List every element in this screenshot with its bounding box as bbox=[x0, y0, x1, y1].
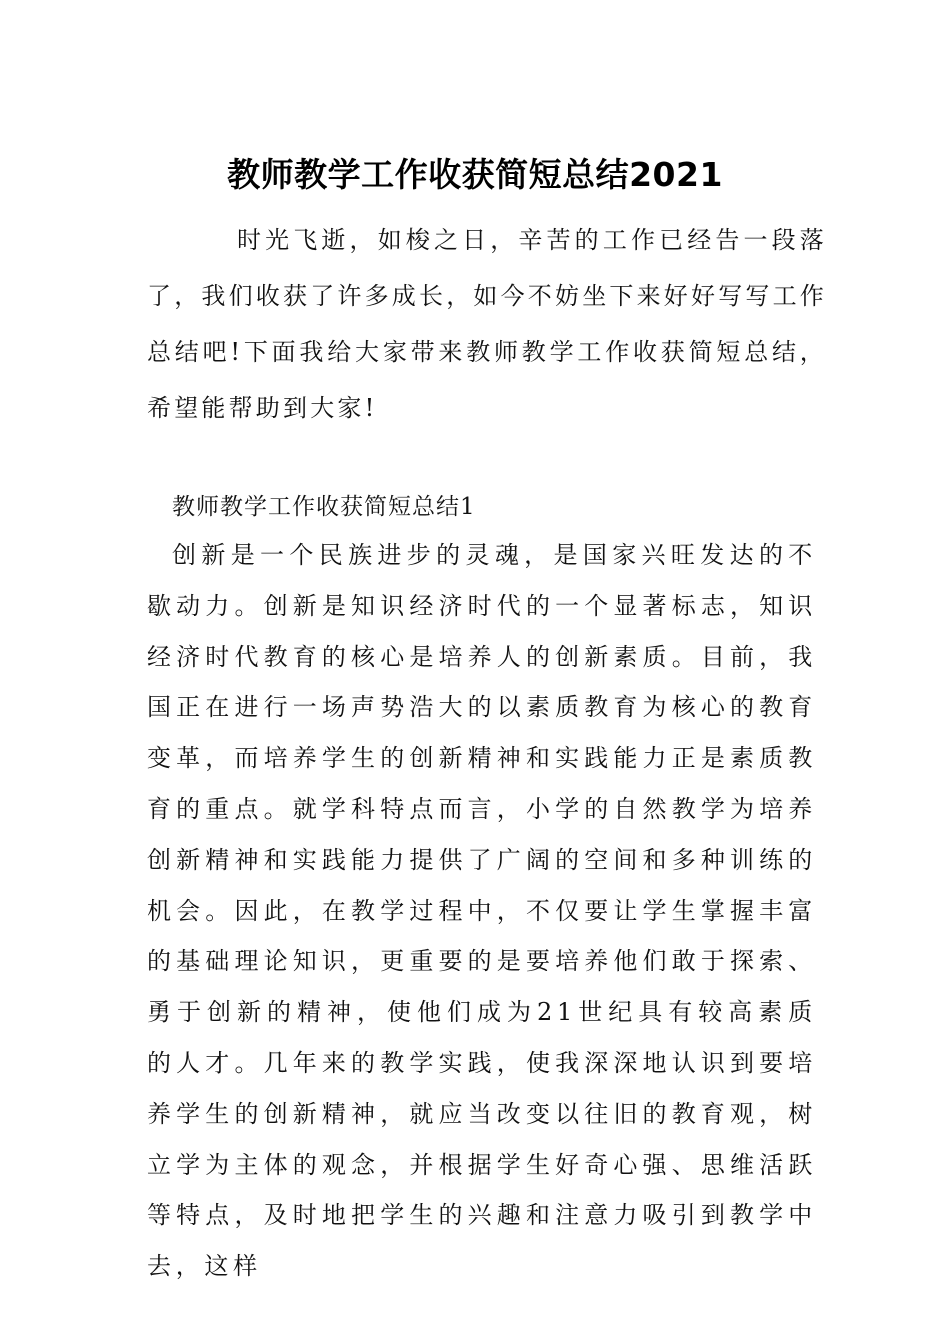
document-title: 教师教学工作收获简短总结2021 bbox=[227, 155, 723, 195]
intro-paragraph: 时光飞逝，如梭之日，辛苦的工作已经告一段落了，我们收获了许多成长，如今不妨坐下来好好写写工作总结吧!下面我给大家带来教师教学工作收获简短总结，希望能帮助到大家! bbox=[147, 226, 827, 422]
body-paragraph: 创新是一个民族进步的灵魂，是国家兴旺发达的不歇动力。创新是知识经济时代的一个显著标志，知识经济时代教育的核心是培养人的创新素质。目前，我国正在进行一场声势浩大的以素质教育为核心的教育变革，而培养学生的创新精神和实践能力正是素质教育的重点。就学科特点而言，小学的自然教学为培养创新精神和实践能力提供了广阔的空间和多种训练的机会。因此，在教学过程中，不仅要让学生掌握丰富的基础理论知识，更重要的是要培养他们敢于探索、勇于创新的精神，使他们成为21世纪具有较高素质的人才。几年来的教学实践，使我深深地认识到要培养学生的创新精神，就应当改变以往旧的教育观，树立学为主体的观念，并根据学生好奇心强、思维活跃等特点，及时地把学生的兴趣和注意力吸引到教学中去，这样 bbox=[147, 541, 817, 1281]
section-heading: 教师教学工作收获简短总结1 bbox=[172, 494, 476, 520]
